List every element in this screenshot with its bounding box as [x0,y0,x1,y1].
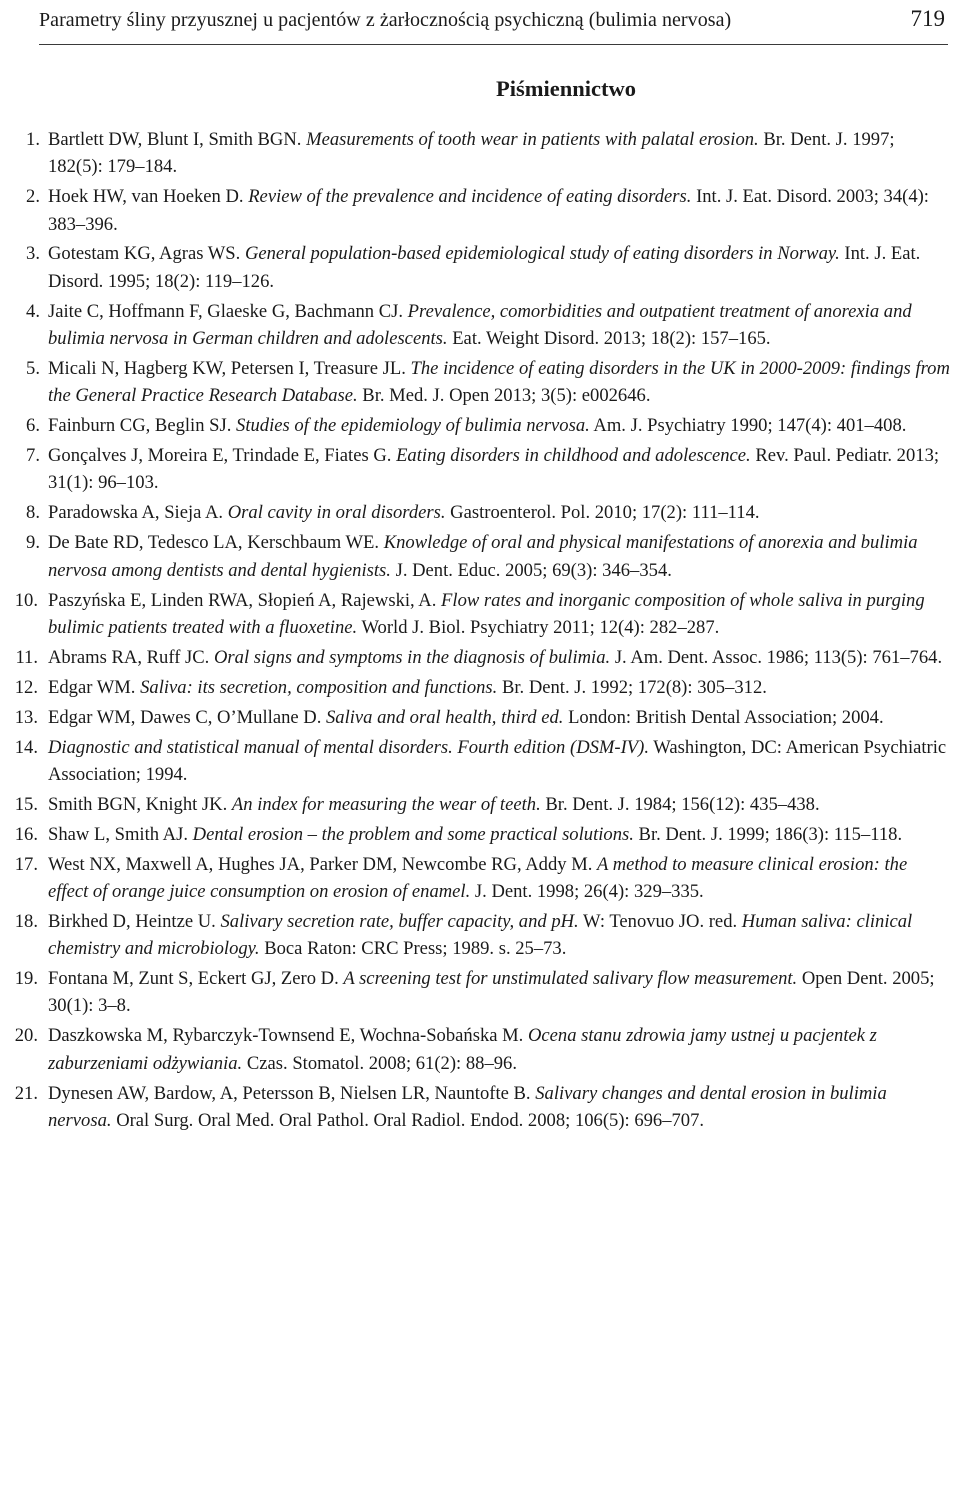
reference-source: Am. J. Psychiatry 1990; 147(4): 401–408. [593,415,907,437]
reference-item [0,908,960,963]
reference-source: Open Dent. 2005; 30(1): 3–8. [48,968,935,1017]
reference-item [0,1080,960,1135]
reference-number: 14. [14,736,38,758]
reference-number: 6. [26,415,40,437]
reference-number: 7. [26,445,40,467]
reference-source: Eat. Weight Disord. 2013; 18(2): 157–165. [452,328,771,349]
reference-authors: Edgar WM, Dawes C, O’Mullane D. [48,706,322,728]
reference-item [0,499,960,526]
reference-source: Br. Med. J. Open 2013; 3(5): e002646. [362,385,651,407]
reference-authors: Paradowska A, Sieja A. [48,502,224,524]
reference-list [0,126,960,1137]
reference-number: 17. [14,853,38,875]
reference-source: Rev. Paul. Pediatr. 2013; 31(1): 96–103. [48,445,940,494]
reference-source: World J. Biol. Psychiatry 2011; 12(4): 282–287. [361,616,720,638]
reference-item [0,821,960,848]
reference-source: Gastroenterol. Pol. 2010; 17(2): 111–114. [450,502,760,524]
section-title: Piśmiennictwo [496,76,636,101]
reference-title: Oral signs and symptoms in the diagnosis of bulimia. [213,646,611,668]
reference-title: Studies of the epidemiology of bulimia nervosa. [236,415,590,437]
reference-title: Human saliva: clinical chemistry and microbiology. [48,910,913,960]
reference-title: Oral cavity in oral disorders. [227,502,446,524]
reference-source: J. Am. Dent. Assoc. 1986; 113(5): 761–764. [614,646,943,668]
reference-number: 12. [14,676,38,698]
reference-authors: Birkhed D, Heintze U. [48,910,216,932]
reference-number: 9. [26,532,40,554]
reference-authors: Fainburn CG, Beglin SJ. [48,415,232,437]
reference-authors: Daszkowska M, Rybarczyk-Townsend E, Wochna-Sobańska M. [48,1025,524,1047]
reference-item [0,674,960,701]
reference-item [0,734,960,789]
reference-number: 3. [26,243,40,265]
reference-title: A method to measure clinical erosion: the effect of orange juice consumption on erosion of enamel. [48,853,908,902]
reference-authors: Paszyńska E, Linden RWA, Słopień A, Rajewski, A. [48,589,437,611]
reference-number: 16. [14,823,38,845]
reference-number: 19. [14,968,38,990]
reference-number: 5. [26,357,40,379]
reference-item [0,240,960,295]
reference-number: 21. [14,1082,38,1104]
reference-item [0,791,960,818]
reference-number: 10. [14,589,38,611]
reference-title: General population-based epidemiological study of eating disorders in Norway. [244,243,840,265]
reference-authors: Jaite C, Hoffmann F, Glaeske G, Bachmann CJ. [48,300,404,322]
reference-item [0,126,960,181]
reference-number: 4. [26,300,40,322]
reference-source: W: Tenovuo JO. red. [583,910,738,932]
reference-source: Br. Dent. J. 1999; 186(3): 115–118. [638,823,903,845]
reference-item [0,298,960,353]
reference-authors: Abrams RA, Ruff JC. [48,646,210,668]
reference-title: The incidence of eating disorders in the UK in 2000-2009: findings from the General Practice Research Database. [48,357,950,407]
reference-authors: Shaw L, Smith AJ. [48,823,188,845]
reference-authors: Smith BGN, Knight JK. [48,793,228,815]
reference-authors: Edgar WM. [48,676,136,698]
reference-title: Saliva: its secretion, composition and functions. [140,676,498,698]
reference-title: Knowledge of oral and physical manifestations of anorexia and bulimia nervosa among dentists and dental hygienists. [48,532,918,581]
reference-source: Int. J. Eat. Disord. 1995; 18(2): 119–126. [48,243,921,292]
reference-authors: Fontana M, Zunt S, Eckert GJ, Zero D. [48,968,339,990]
reference-number: 15. [14,793,38,815]
reference-title: Ocena stanu zdrowia jamy ustnej u pacjentek z zaburzeniami odżywiania. [48,1025,877,1074]
reference-title: Dental erosion – the problem and some practical solutions. [192,823,634,845]
reference-title: Salivary secretion rate, buffer capacity, and pH. [220,910,579,932]
page-header [39,4,948,45]
reference-number: 11. [15,646,38,668]
reference-authors: Hoek HW, van Hoeken D. [48,186,244,208]
reference-item [0,851,960,906]
reference-title: Diagnostic and statistical manual of mental disorders. Fourth edition (DSM-IV). [48,736,649,758]
reference-title: Measurements of tooth wear in patients with palatal erosion. [306,129,759,150]
reference-source: Br. Dent. J. 1984; 156(12): 435–438. [545,793,820,815]
reference-number: 2. [26,186,40,208]
reference-authors: Dynesen AW, Bardow, A, Petersson B, Nielsen LR, Nauntofte B. [48,1082,531,1104]
reference-source: Washington, DC: American Psychiatric Association; 1994. [48,736,947,785]
reference-number: 1. [26,129,40,150]
reference-source: J. Dent. 1998; 26(4): 329–335. [474,880,704,902]
reference-title: Saliva and oral health, third ed. [326,706,564,728]
reference-authors: West NX, Maxwell A, Hughes JA, Parker DM, Newcombe RG, Addy M. [48,853,593,875]
reference-title: An index for measuring the wear of teeth. [231,793,541,815]
reference-source: Oral Surg. Oral Med. Oral Pathol. Oral Radiol. Endod. 2008; 106(5): 696–707. [116,1109,705,1131]
running-title: Parametry śliny przyusznej u pacjentów z żarłocznością psychiczną (bulimia nervosa) [39,9,732,31]
reference-number: 13. [14,706,38,728]
reference-source: Br. Dent. J. 1997; 182(5): 179–184. [48,129,895,178]
reference-source: J. Dent. Educ. 2005; 69(3): 346–354. [395,559,672,581]
reference-authors: Gonçalves J, Moreira E, Trindade E, Fiates G. [48,445,392,467]
reference-source: Boca Raton: CRC Press; 1989. s. 25–73. [264,938,567,960]
reference-authors: De Bate RD, Tedesco LA, Kerschbaum WE. [48,532,380,554]
reference-number: 20. [14,1025,38,1047]
reference-authors: Bartlett DW, Blunt I, Smith BGN. [48,129,302,150]
reference-title: Salivary changes and dental erosion in bulimia nervosa. [48,1082,887,1131]
reference-number: 18. [14,910,38,932]
reference-item [0,355,960,410]
reference-number: 8. [26,502,40,524]
reference-item [0,529,960,584]
reference-authors: Gotestam KG, Agras WS. [48,243,241,265]
reference-item [0,1022,960,1077]
reference-source: Int. J. Eat. Disord. 2003; 34(4): 383–396. [48,186,929,235]
reference-source: Czas. Stomatol. 2008; 61(2): 88–96. [246,1052,517,1074]
reference-title: Flow rates and inorganic composition of whole saliva in purging bulimic patients treated with a fluoxetine. [48,589,925,638]
reference-title: Eating disorders in childhood and adolescence. [396,445,751,467]
reference-item [0,183,960,238]
reference-item [0,965,960,1020]
reference-item [0,442,960,497]
reference-source: London: British Dental Association; 2004. [568,706,884,728]
reference-title: A screening test for unstimulated salivary flow measurement. [343,968,798,990]
reference-item [0,412,960,439]
reference-title: Prevalence, comorbidities and outpatient treatment of anorexia and bulimia nervosa in German children and adolescents. [48,300,912,349]
reference-item [0,587,960,642]
reference-item [0,704,960,731]
page-number: 719 [910,6,945,31]
reference-title: Review of the prevalence and incidence of eating disorders. [248,186,692,208]
reference-item [0,644,960,671]
reference-authors: Micali N, Hagberg KW, Petersen I, Treasure JL. [48,357,406,379]
reference-source: Br. Dent. J. 1992; 172(8): 305–312. [501,676,767,698]
